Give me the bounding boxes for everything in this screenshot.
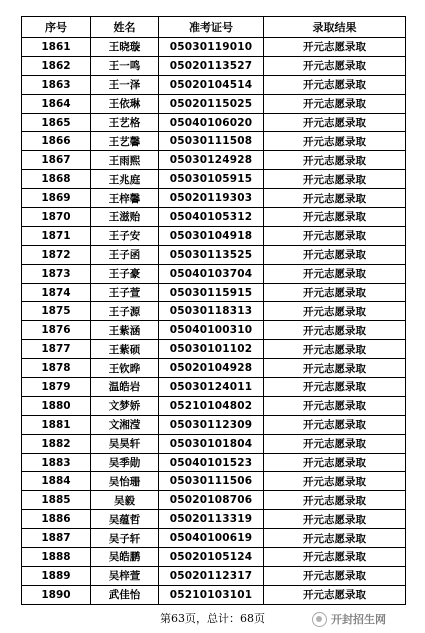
row-seq: 1887 <box>22 529 91 548</box>
wechat-logo-icon <box>312 612 327 627</box>
row-result: 开元志愿录取 <box>264 548 406 567</box>
table-row <box>22 585 406 604</box>
row-seq: 1870 <box>22 208 91 227</box>
row-exam-id: 05040103704 <box>159 264 264 283</box>
row-result: 开元志愿录取 <box>264 585 406 604</box>
table-header-row <box>22 17 406 38</box>
row-name: 王一鸣 <box>91 56 159 75</box>
table-row <box>22 472 406 491</box>
row-name: 王兆庭 <box>91 170 159 189</box>
header-result: 录取结果 <box>264 17 406 38</box>
header-seq: 序号 <box>22 17 91 38</box>
row-name: 王晓璇 <box>91 38 159 57</box>
row-exam-id: 05030115915 <box>159 283 264 302</box>
row-result: 开元志愿录取 <box>264 510 406 529</box>
row-seq: 1890 <box>22 585 91 604</box>
row-exam-id: 05020115025 <box>159 94 264 113</box>
table-row <box>22 529 406 548</box>
table-row <box>22 566 406 585</box>
table-row <box>22 415 406 434</box>
row-name: 王紫硕 <box>91 340 159 359</box>
row-exam-id: 05030111506 <box>159 472 264 491</box>
table-row <box>22 132 406 151</box>
row-result: 开元志愿录取 <box>264 245 406 264</box>
row-name: 王紫涵 <box>91 321 159 340</box>
row-name: 王雨熙 <box>91 151 159 170</box>
row-result: 开元志愿录取 <box>264 132 406 151</box>
row-result: 开元志愿录取 <box>264 340 406 359</box>
row-seq: 1868 <box>22 170 91 189</box>
row-exam-id: 05020113319 <box>159 510 264 529</box>
row-seq: 1876 <box>22 321 91 340</box>
row-result: 开元志愿录取 <box>264 170 406 189</box>
row-result: 开元志愿录取 <box>264 226 406 245</box>
row-exam-id: 05030124928 <box>159 151 264 170</box>
row-result: 开元志愿录取 <box>264 321 406 340</box>
row-exam-id: 05020108706 <box>159 491 264 510</box>
row-exam-id: 05020113527 <box>159 56 264 75</box>
row-exam-id: 05040105312 <box>159 208 264 227</box>
row-exam-id: 05030119010 <box>159 38 264 57</box>
row-name: 吴皓鹏 <box>91 548 159 567</box>
row-result: 开元志愿录取 <box>264 302 406 321</box>
table-row <box>22 189 406 208</box>
table-row <box>22 434 406 453</box>
table-row <box>22 264 406 283</box>
row-exam-id: 05020119303 <box>159 189 264 208</box>
row-seq: 1883 <box>22 453 91 472</box>
row-seq: 1881 <box>22 415 91 434</box>
row-name: 王依琳 <box>91 94 159 113</box>
row-exam-id: 05040100619 <box>159 529 264 548</box>
row-result: 开元志愿录取 <box>264 472 406 491</box>
row-exam-id: 05040101523 <box>159 453 264 472</box>
row-name: 文湘滢 <box>91 415 159 434</box>
row-name: 王一泽 <box>91 75 159 94</box>
row-seq: 1877 <box>22 340 91 359</box>
row-exam-id: 05030101804 <box>159 434 264 453</box>
table-row <box>22 491 406 510</box>
row-name: 王子函 <box>91 245 159 264</box>
row-result: 开元志愿录取 <box>264 283 406 302</box>
row-name: 王滋贻 <box>91 208 159 227</box>
table-row <box>22 75 406 94</box>
row-seq: 1862 <box>22 56 91 75</box>
row-result: 开元志愿录取 <box>264 396 406 415</box>
row-result: 开元志愿录取 <box>264 75 406 94</box>
table-row <box>22 170 406 189</box>
row-seq: 1879 <box>22 378 91 397</box>
row-seq: 1873 <box>22 264 91 283</box>
row-result: 开元志愿录取 <box>264 529 406 548</box>
row-seq: 1886 <box>22 510 91 529</box>
watermark <box>312 609 422 629</box>
row-name: 王子安 <box>91 226 159 245</box>
row-name: 吴季勋 <box>91 453 159 472</box>
row-seq: 1866 <box>22 132 91 151</box>
header-name: 姓名 <box>91 17 159 38</box>
row-exam-id: 05030111508 <box>159 132 264 151</box>
row-seq: 1889 <box>22 566 91 585</box>
row-exam-id: 05020104928 <box>159 359 264 378</box>
table-row <box>22 56 406 75</box>
row-seq: 1874 <box>22 283 91 302</box>
table-row <box>22 548 406 567</box>
row-exam-id: 05020105124 <box>159 548 264 567</box>
row-exam-id: 05210103101 <box>159 585 264 604</box>
row-name: 吴昊轩 <box>91 434 159 453</box>
row-seq: 1867 <box>22 151 91 170</box>
table-row <box>22 226 406 245</box>
row-exam-id: 05030105915 <box>159 170 264 189</box>
row-name: 王钦晔 <box>91 359 159 378</box>
row-seq: 1878 <box>22 359 91 378</box>
row-exam-id: 05030104918 <box>159 226 264 245</box>
table-row <box>22 283 406 302</box>
row-seq: 1885 <box>22 491 91 510</box>
row-name: 吴怡珊 <box>91 472 159 491</box>
row-seq: 1888 <box>22 548 91 567</box>
row-name: 武佳怡 <box>91 585 159 604</box>
row-result: 开元志愿录取 <box>264 359 406 378</box>
row-name: 吴蕴哲 <box>91 510 159 529</box>
row-seq: 1875 <box>22 302 91 321</box>
row-result: 开元志愿录取 <box>264 189 406 208</box>
row-name: 王子豪 <box>91 264 159 283</box>
admission-table <box>21 16 406 605</box>
row-result: 开元志愿录取 <box>264 453 406 472</box>
row-result: 开元志愿录取 <box>264 415 406 434</box>
table-row <box>22 396 406 415</box>
header-exam-id: 准考证号 <box>159 17 264 38</box>
table-row <box>22 510 406 529</box>
row-exam-id: 05040100310 <box>159 321 264 340</box>
table-row <box>22 245 406 264</box>
row-name: 王艺格 <box>91 113 159 132</box>
row-seq: 1884 <box>22 472 91 491</box>
row-seq: 1863 <box>22 75 91 94</box>
row-result: 开元志愿录取 <box>264 378 406 397</box>
row-exam-id: 05030112309 <box>159 415 264 434</box>
row-result: 开元志愿录取 <box>264 208 406 227</box>
row-name: 吴子轩 <box>91 529 159 548</box>
table-row <box>22 340 406 359</box>
row-exam-id: 05030113525 <box>159 245 264 264</box>
row-seq: 1865 <box>22 113 91 132</box>
row-name: 文梦娇 <box>91 396 159 415</box>
row-name: 王子源 <box>91 302 159 321</box>
row-result: 开元志愿录取 <box>264 434 406 453</box>
row-seq: 1872 <box>22 245 91 264</box>
row-exam-id: 05030118313 <box>159 302 264 321</box>
table-row <box>22 453 406 472</box>
row-seq: 1869 <box>22 189 91 208</box>
table-row <box>22 113 406 132</box>
row-exam-id: 05040106020 <box>159 113 264 132</box>
row-seq: 1861 <box>22 38 91 57</box>
row-seq: 1871 <box>22 226 91 245</box>
row-result: 开元志愿录取 <box>264 38 406 57</box>
row-result: 开元志愿录取 <box>264 56 406 75</box>
table-row <box>22 94 406 113</box>
table-row <box>22 208 406 227</box>
row-name: 吴毅 <box>91 491 159 510</box>
row-exam-id: 05030124011 <box>159 378 264 397</box>
table-row <box>22 321 406 340</box>
table-row <box>22 151 406 170</box>
table-row <box>22 359 406 378</box>
row-exam-id: 05210104802 <box>159 396 264 415</box>
row-result: 开元志愿录取 <box>264 491 406 510</box>
page-footer: 第63页，总计：68页 <box>160 612 265 625</box>
row-name: 王梓馨 <box>91 189 159 208</box>
row-result: 开元志愿录取 <box>264 566 406 585</box>
watermark-text: 开封招生网 <box>331 613 386 626</box>
row-seq: 1880 <box>22 396 91 415</box>
row-exam-id: 05020104514 <box>159 75 264 94</box>
row-name: 温皓岩 <box>91 378 159 397</box>
row-seq: 1882 <box>22 434 91 453</box>
row-name: 王艺馨 <box>91 132 159 151</box>
row-name: 王子萱 <box>91 283 159 302</box>
row-seq: 1864 <box>22 94 91 113</box>
row-name: 吴梓萱 <box>91 566 159 585</box>
row-result: 开元志愿录取 <box>264 264 406 283</box>
row-result: 开元志愿录取 <box>264 113 406 132</box>
row-exam-id: 05030101102 <box>159 340 264 359</box>
row-exam-id: 05020112317 <box>159 566 264 585</box>
table-row <box>22 38 406 57</box>
table-row <box>22 378 406 397</box>
table-body <box>22 38 406 605</box>
row-result: 开元志愿录取 <box>264 94 406 113</box>
row-result: 开元志愿录取 <box>264 151 406 170</box>
table-row <box>22 302 406 321</box>
